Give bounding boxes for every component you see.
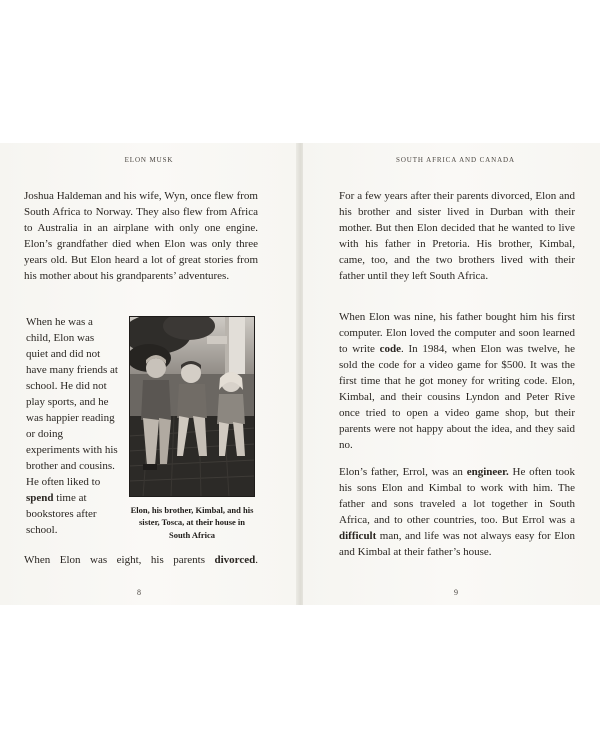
paragraph-computer — [339, 309, 575, 453]
errol-text-2: He often took his sons Elon and Kimbal to work with him. The father and sons traveled a lot together in South Africa, and to other countries, too. But Errol was a — [339, 466, 575, 526]
errol-text-1: Elon’s father, Errol, was an — [339, 466, 467, 478]
paragraph-durban — [339, 188, 575, 284]
computer-text-start: When Elon was nine, his father bought him his first computer. Elon loved the computer and soon learned to write — [339, 311, 575, 355]
family-photo — [129, 316, 255, 497]
photo-caption: Elon, his brother, Kimbal, and his sister, Tosca, at their house in South Africa — [130, 505, 254, 540]
side-text-end: time at bookstores after school. — [26, 492, 97, 536]
right-page — [303, 143, 600, 605]
family-photo-image — [129, 316, 255, 497]
paragraph-text: Joshua Haldeman and his wife, Wyn, once flew from South Africa to Norway. They also flew from Africa to Australia in an airplane with only one engine. Elon’s grandfather died when Elon was only three years old. But Elon heard a lot of great stories from his mother about his grandparents’ adventures. — [24, 190, 258, 282]
vocab-engineer: engineer. — [466, 466, 509, 478]
side-paragraph-childhood — [26, 314, 118, 538]
page-number-right: 9 — [454, 588, 458, 597]
paragraph-errol — [339, 464, 575, 560]
side-text-start: When he was a child, Elon was quiet and did not have many friends at school. He did not play sports, and he was happier reading or doing experiments with his brother and cousins. He often liked to — [26, 316, 118, 488]
left-page — [0, 143, 298, 605]
vocab-spend: spend — [26, 492, 54, 504]
vocab-difficult: difficult — [339, 530, 377, 542]
paragraph-grandparents — [24, 188, 258, 284]
vocab-code: code — [379, 343, 402, 355]
vocab-divorced: divorced — [214, 554, 256, 566]
paragraph-divorce — [24, 552, 258, 568]
running-head-right: SOUTH AFRICA AND CANADA — [396, 156, 515, 164]
book-spread — [0, 143, 600, 605]
divorce-text-start: When Elon was eight, his parents — [24, 554, 215, 566]
running-head-left: ELON MUSK — [124, 156, 174, 164]
computer-text-end: . In 1984, when Elon was twelve, he sold the code for a video game for $500. It was the first time that he got money for writing code. Elon, Kimbal, and their cousins Lyndon and Peter Rive once tried to open a video game shop, but their parents were not happy about the idea, and they said no. — [339, 343, 575, 451]
paragraph-text: For a few years after their parents divorced, Elon and his brother and sister lived in Durban with their mother. But then Elon decided that he wanted to live with his father in Pretoria. His brother, Kimbal, came, too, and the two brothers lived with their father until they left South Africa. — [339, 190, 575, 282]
page-number-left: 8 — [137, 588, 141, 597]
errol-text-3: man, and life was not always easy for Elon and Kimbal at their father’s house. — [339, 530, 575, 558]
divorce-text-end: . — [255, 554, 258, 566]
